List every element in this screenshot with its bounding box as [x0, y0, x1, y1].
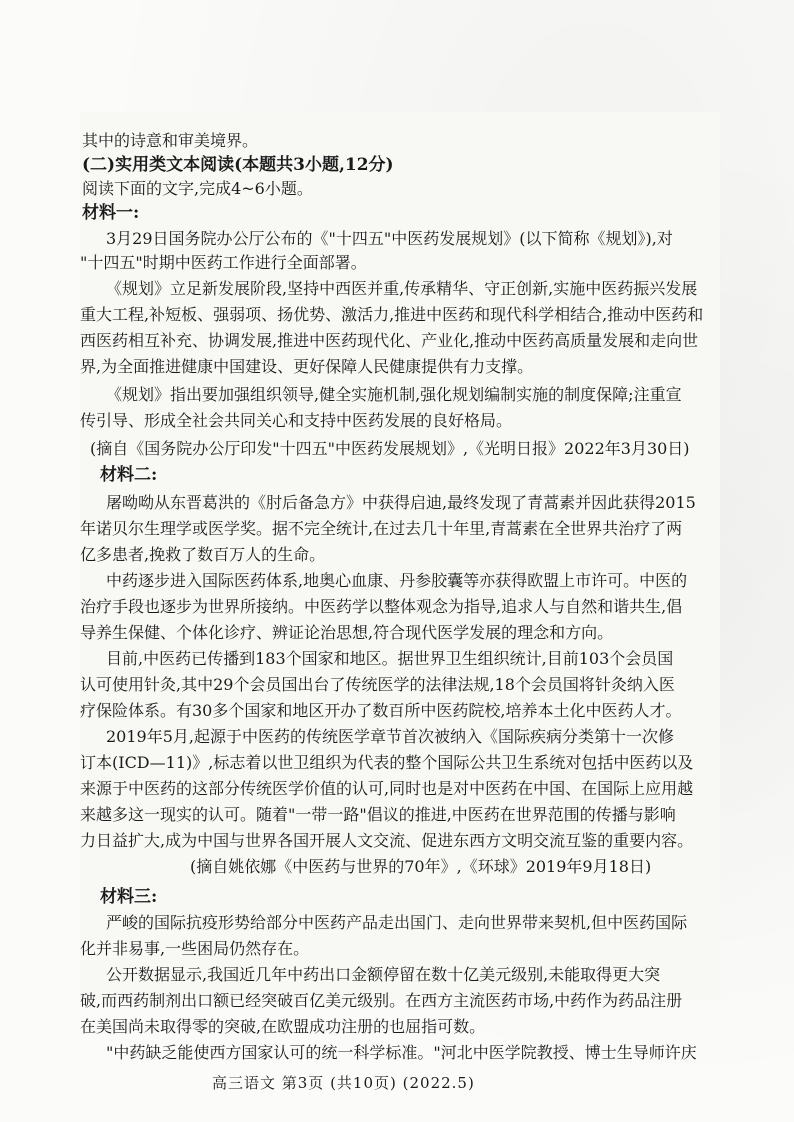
exam-page: [80, 112, 720, 1092]
text-line: 来源于中医药的这部分传统医学价值的认可,同时也是对中医药在中国、在国际上应用越: [80, 779, 694, 798]
text-line: 严峻的国际抗疫形势给部分中医药产品走出国门、走向世界带来契机,但中医药国际: [106, 913, 688, 932]
text-line: "中药缺乏能使西方国家认可的统一科学标准。"河北中医学院教授、博士生导师许庆: [106, 1043, 697, 1062]
text-line: 在美国尚未取得零的突破,在欧盟成功注册的也屈指可数。: [80, 1017, 486, 1036]
text-line: 化并非易事,一些困局仍然存在。: [80, 939, 310, 958]
text-line: 导养生保健、个体化诊疗、辨证论治思想,符合现代医学发展的理念和方向。: [80, 623, 614, 642]
text-line: 公开数据显示,我国近几年中药出口金额停留在数十亿美元级别,未能取得更大突: [106, 965, 661, 984]
text-line: "十四五"时期中医药工作进行全面部署。: [80, 253, 367, 272]
text-line: 中药逐步进入国际医药体系,地奥心血康、丹参胶囊等亦获得欧盟上市许可。中医的: [106, 571, 688, 590]
text-line: 治疗手段也逐步为世界所接纳。中医药学以整体观念为指导,追求人与自然和谐共生,倡: [80, 597, 683, 616]
text-line: 订本(ICD—11)》,标志着以世卫组织为代表的整个国际公共卫生系统对包括中医药以及: [80, 753, 694, 772]
text-line: 《规划》指出要加强组织领导,健全实施机制,强化规划编制实施的制度保障;注重宣: [106, 385, 682, 404]
text-line: 力日益扩大,成为中国与世界各国开展人文交流、促进东西方文明交流互鉴的重要内容。: [80, 831, 694, 850]
text-line: 认可使用针灸,其中29个会员国出台了传统医学的法律法规,18个会员国将针灸纳入医: [80, 675, 675, 694]
text-line: 《规划》立足新发展阶段,坚持中西医并重,传承精华、守正创新,实施中医药振兴发展: [106, 279, 698, 298]
source-citation: (摘自姚依娜《中医药与世界的70年》,《环球》2019年9月18日): [190, 857, 652, 876]
material-three-heading: 材料三:: [100, 887, 158, 907]
text-line: 2019年5月,起源于中医药的传统医学章节首次被纳入《国际疾病分类第十一次修: [106, 727, 674, 746]
text-line: 年诺贝尔生理学或医学奖。据不完全统计,在过去几十年里,青蒿素在全世界共治疗了两: [80, 519, 683, 538]
material-one-heading: 材料一:: [82, 203, 140, 223]
text-line: 屠呦呦从东晋葛洪的《肘后备急方》中获得启迪,最终发现了青蒿素并因此获得2015: [106, 493, 696, 512]
text-line: 3月29日国务院办公厅公布的《"十四五"中医药发展规划》(以下简称《规划》),对: [106, 229, 673, 248]
source-citation: (摘自《国务院办公厅印发"十四五"中医药发展规划》,《光明日报》2022年3月30日): [90, 439, 690, 458]
text-line: 传引导、形成全社会共同关心和支持中医药发展的良好格局。: [80, 411, 513, 430]
text-line: 亿多患者,挽救了数百万人的生命。: [80, 545, 326, 564]
text-line: 重大工程,补短板、强弱项、扬优势、激活力,推进中医药和现代科学相结合,推动中医药和: [80, 305, 704, 324]
section-heading: (二)实用类文本阅读(本题共3小题,12分): [82, 155, 394, 175]
text-line: 界,为全面推进健康中国建设、更好保障人民健康提供有力支撑。: [80, 357, 534, 376]
material-two-heading: 材料二:: [100, 465, 158, 485]
text-line: 西医药相互补充、协调发展,推进中医药现代化、产业化,推动中医药高质量发展和走向世: [80, 331, 699, 350]
text-line: 来越多这一现实的认可。随着"一带一路"倡议的推进,中医药在世界范围的传播与影响: [80, 805, 676, 824]
text-line: 其中的诗意和审美境界。: [82, 131, 259, 150]
page-footer: 高三语文 第3页 (共10页) (2022.5): [212, 1074, 475, 1092]
instruction: 阅读下面的文字,完成4~6小题。: [82, 179, 313, 198]
text-line: 疗保险体系。有30多个国家和地区开办了数百所中医药院校,培养本土化中医药人才。: [80, 701, 682, 720]
text-line: 目前,中医药已传播到183个国家和地区。据世界卫生组织统计,目前103个会员国: [106, 649, 674, 668]
text-line: 破,而西药制剂出口额已经突破百亿美元级别。在西方主流医药市场,中药作为药品注册: [80, 991, 683, 1010]
